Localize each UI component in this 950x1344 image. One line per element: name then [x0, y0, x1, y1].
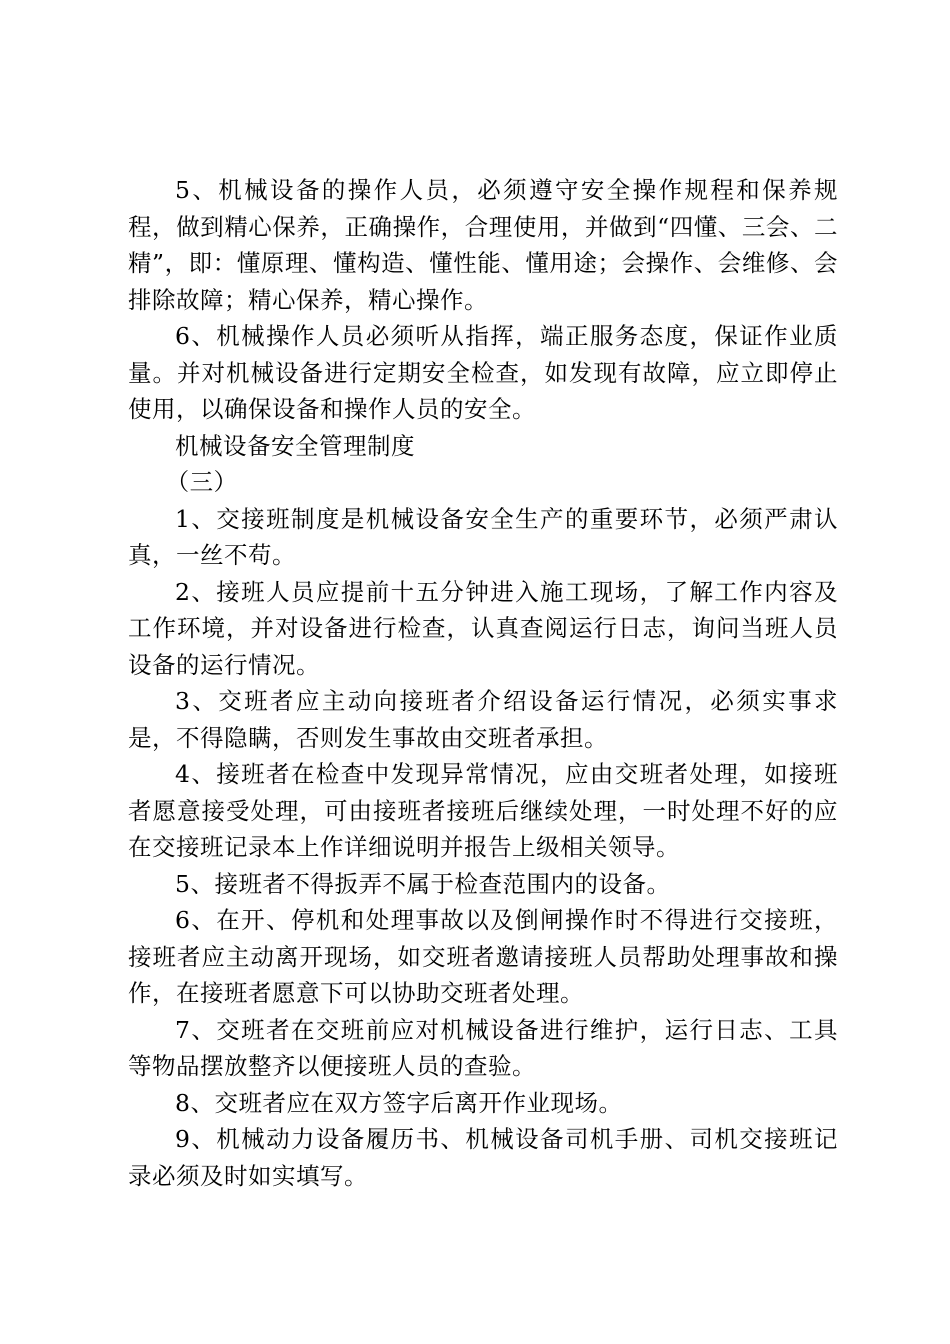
paragraph-handover-6: 6、在开、停机和处理事故以及倒闸操作时不得进行交接班，接班者应主动离开现场，如交班者邀请接班人员帮助处理事故和操作，在接班者愿意下可以协助交班者处理。 [128, 906, 838, 1007]
paragraph-handover-8: 8、交班者应在双方签字后离开作业现场。 [175, 1088, 623, 1117]
document-page [128, 172, 838, 1194]
section-number: （三） [165, 468, 238, 496]
paragraph-handover-7: 7、交班者在交班前应对机械设备进行维护，运行日志、工具等物品摆放整齐以便接班人员的查验。 [128, 1015, 838, 1080]
paragraph-handover-2: 2、接班人员应提前十五分钟进入施工现场，了解工作内容及工作环境，并对设备进行检查，认真查阅运行日志，询问当班人员设备的运行情况。 [128, 577, 838, 679]
paragraph-rule-6: 6、机械操作人员必须听从指挥，端正服务态度，保证作业质量。并对机械设备进行定期安全检查，如发现有故障，应立即停止使用，以确保设备和操作人员的安全。 [128, 322, 838, 423]
paragraph-handover-3: 3、交班者应主动向接班者介绍设备运行情况，必须实事求是，不得隐瞒，否则发生事故由交班者承担。 [128, 687, 838, 752]
paragraph-rule-5: 5、机械设备的操作人员，必须遵守安全操作规程和保养规程，做到精心保养，正确操作，合理使用，并做到“四懂、三会、二精”，即：懂原理、懂构造、懂性能、懂用途；会操作、会维修、会排除故障；精心保养，精心操作。 [128, 176, 838, 314]
paragraph-handover-4: 4、接班者在检查中发现异常情况，应由交班者处理，如接班者愿意接受处理，可由接班者接班后继续处理，一时处理不好的应在交接班记录本上作详细说明并报告上级相关领导。 [128, 760, 838, 861]
paragraph-handover-5: 5、接班者不得扳弄不属于检查范围内的设备。 [175, 869, 671, 898]
section-title: 机械设备安全管理制度 [175, 431, 415, 460]
paragraph-handover-9: 9、机械动力设备履历书、机械设备司机手册、司机交接班记录必须及时如实填写。 [128, 1125, 838, 1190]
paragraph-handover-1: 1、交接班制度是机械设备安全生产的重要环节，必须严肃认真，一丝不苟。 [128, 504, 838, 569]
